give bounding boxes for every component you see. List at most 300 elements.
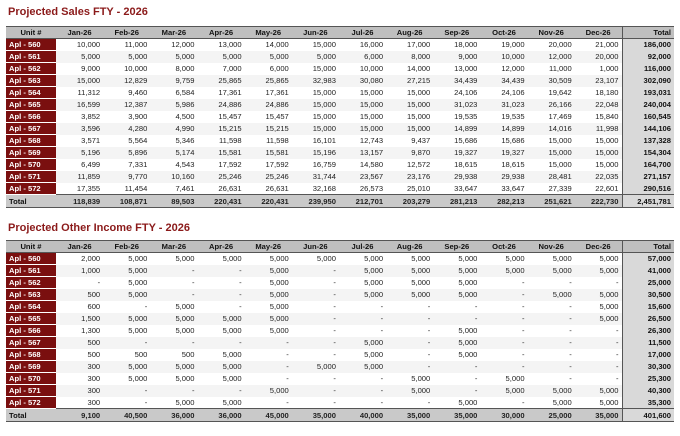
table-cell: -	[150, 337, 197, 349]
column-header: Sep-26	[433, 27, 480, 39]
table-cell: 4,990	[150, 123, 197, 135]
row-total: 160,545	[622, 111, 674, 123]
row-total: 154,304	[622, 147, 674, 159]
column-header: Nov-26	[528, 27, 575, 39]
row-total: 30,300	[622, 361, 674, 373]
table-cell: 11,000	[103, 39, 150, 51]
table-cell: 19,327	[480, 147, 527, 159]
row-total: 17,000	[622, 349, 674, 361]
table-cell: 3,571	[56, 135, 103, 147]
table-cell: 5,000	[245, 265, 292, 277]
table-cell: 15,000	[292, 63, 339, 75]
table-cell: 5,000	[103, 373, 150, 385]
table-cell: 15,000	[386, 111, 433, 123]
row-total: 25,000	[622, 277, 674, 289]
table-cell: 14,000	[386, 63, 433, 75]
table-cell: 3,596	[56, 123, 103, 135]
table-cell: 15,000	[528, 135, 575, 147]
table-cell: 12,743	[339, 135, 386, 147]
table-cell: -	[150, 385, 197, 397]
unit-label: Apl - 565	[6, 99, 56, 111]
table-cell: 4,543	[150, 159, 197, 171]
table-cell: -	[480, 301, 527, 313]
table-row	[6, 99, 674, 111]
table-cell: 5,000	[103, 313, 150, 325]
table-cell: 5,000	[575, 313, 622, 325]
table-cell: 5,000	[433, 265, 480, 277]
table-cell: 5,000	[339, 361, 386, 373]
table-row	[6, 277, 674, 289]
row-total: 137,328	[622, 135, 674, 147]
table-cell: 10,000	[56, 39, 103, 51]
table-cell: 5,000	[386, 289, 433, 301]
table-cell: 30,509	[528, 75, 575, 87]
table-cell: 5,000	[575, 301, 622, 313]
table-cell: -	[480, 277, 527, 289]
column-total: 108,871	[103, 195, 150, 208]
unit-label: Apl - 570	[6, 159, 56, 171]
table-row	[6, 111, 674, 123]
column-total: 40,500	[103, 409, 150, 422]
other-header-row	[6, 241, 674, 253]
table-cell: -	[575, 373, 622, 385]
table-cell: 5,000	[575, 385, 622, 397]
table-row	[6, 325, 674, 337]
table-cell: 13,000	[197, 39, 244, 51]
sales-table	[6, 26, 674, 208]
table-cell: 3,852	[56, 111, 103, 123]
column-total: 9,100	[56, 409, 103, 422]
column-header: May-26	[245, 241, 292, 253]
total-label: Total	[6, 195, 56, 208]
table-cell: 23,567	[339, 171, 386, 183]
table-cell: 16,759	[292, 159, 339, 171]
table-cell: 24,106	[480, 87, 527, 99]
row-total: 57,000	[622, 253, 674, 265]
table-cell: -	[150, 265, 197, 277]
table-cell: 6,000	[339, 51, 386, 63]
table-cell: -	[103, 385, 150, 397]
row-total: 92,000	[622, 51, 674, 63]
table-cell: 15,686	[480, 135, 527, 147]
unit-label: Apl - 568	[6, 135, 56, 147]
row-total: 164,700	[622, 159, 674, 171]
table-cell: 5,000	[339, 337, 386, 349]
table-cell: 17,361	[245, 87, 292, 99]
table-cell: 24,886	[197, 99, 244, 111]
table-cell: -	[292, 349, 339, 361]
table-cell: 20,000	[528, 39, 575, 51]
column-header: Jan-26	[56, 241, 103, 253]
column-total: 220,431	[245, 195, 292, 208]
table-cell: 10,000	[480, 51, 527, 63]
column-total: 30,000	[480, 409, 527, 422]
column-header: Jul-26	[339, 27, 386, 39]
table-row	[6, 337, 674, 349]
table-cell: 15,000	[339, 87, 386, 99]
table-row	[6, 349, 674, 361]
other-income-title: Projected Other Income FTY - 2026	[8, 222, 190, 234]
column-header: Jul-26	[339, 241, 386, 253]
table-cell: 31,023	[433, 99, 480, 111]
table-cell: -	[528, 373, 575, 385]
column-total: 118,839	[56, 195, 103, 208]
table-cell: -	[528, 337, 575, 349]
table-cell: 5,000	[197, 313, 244, 325]
table-cell: 11,998	[575, 123, 622, 135]
table-cell: -	[292, 385, 339, 397]
table-cell: 10,000	[103, 63, 150, 75]
table-cell: 15,000	[528, 147, 575, 159]
table-row	[6, 373, 674, 385]
table-cell: 11,454	[103, 183, 150, 195]
table-cell: -	[480, 313, 527, 325]
table-cell: 15,000	[292, 99, 339, 111]
table-cell: 5,000	[197, 51, 244, 63]
table-cell: 5,000	[386, 373, 433, 385]
unit-label: Apl - 561	[6, 265, 56, 277]
table-cell: -	[103, 397, 150, 409]
unit-label: Apl - 560	[6, 253, 56, 265]
table-cell: 22,035	[575, 171, 622, 183]
column-total: 35,000	[292, 409, 339, 422]
table-cell: 15,215	[197, 123, 244, 135]
column-header: Jun-26	[292, 241, 339, 253]
table-cell: 34,439	[480, 75, 527, 87]
column-header: Dec-26	[575, 241, 622, 253]
table-cell: 17,469	[528, 111, 575, 123]
table-cell: -	[575, 349, 622, 361]
column-header: Oct-26	[480, 241, 527, 253]
table-cell: 15,686	[433, 135, 480, 147]
column-header: Aug-26	[386, 27, 433, 39]
table-cell: 18,615	[433, 159, 480, 171]
table-cell: 5,000	[150, 397, 197, 409]
total-label: Total	[6, 409, 56, 422]
unit-label: Apl - 564	[6, 301, 56, 313]
row-total: 40,300	[622, 385, 674, 397]
table-cell: 300	[56, 385, 103, 397]
table-cell: 23,176	[386, 171, 433, 183]
table-cell: 9,870	[386, 147, 433, 159]
sales-total-row	[6, 195, 674, 208]
table-row	[6, 123, 674, 135]
table-cell: 5,000	[339, 265, 386, 277]
table-row	[6, 147, 674, 159]
grand-total: 2,451,781	[622, 195, 674, 208]
table-cell: 5,000	[150, 253, 197, 265]
table-cell: -	[197, 277, 244, 289]
table-cell: -	[292, 289, 339, 301]
column-header: Jan-26	[56, 27, 103, 39]
table-cell: 12,829	[103, 75, 150, 87]
table-cell: -	[575, 361, 622, 373]
table-cell: 31,744	[292, 171, 339, 183]
table-cell: -	[292, 337, 339, 349]
table-cell: 14,016	[528, 123, 575, 135]
table-cell: 5,000	[245, 325, 292, 337]
table-cell: -	[197, 301, 244, 313]
table-cell: 5,564	[103, 135, 150, 147]
table-cell: 5,000	[480, 265, 527, 277]
table-cell: 15,000	[386, 87, 433, 99]
table-cell: -	[480, 337, 527, 349]
table-row	[6, 313, 674, 325]
unit-label: Apl - 563	[6, 75, 56, 87]
table-cell: -	[292, 373, 339, 385]
table-cell: -	[386, 361, 433, 373]
table-cell: 5,000	[528, 253, 575, 265]
table-cell: 30,080	[339, 75, 386, 87]
table-cell: -	[386, 337, 433, 349]
table-cell: 16,599	[56, 99, 103, 111]
table-cell: 5,000	[56, 51, 103, 63]
table-cell: 7,461	[150, 183, 197, 195]
table-cell: 26,631	[245, 183, 292, 195]
table-cell: -	[575, 325, 622, 337]
table-cell: -	[103, 301, 150, 313]
table-cell: 29,938	[480, 171, 527, 183]
unit-label: Apl - 562	[6, 63, 56, 75]
table-cell: 5,000	[103, 51, 150, 63]
column-total: 282,213	[480, 195, 527, 208]
table-cell: 5,000	[480, 373, 527, 385]
column-total: 25,000	[528, 409, 575, 422]
table-cell: 12,000	[528, 51, 575, 63]
table-cell: 12,000	[480, 63, 527, 75]
table-cell: 500	[103, 349, 150, 361]
table-cell: -	[386, 397, 433, 409]
table-cell: 500	[150, 349, 197, 361]
table-cell: 600	[56, 301, 103, 313]
unit-label: Apl - 571	[6, 385, 56, 397]
table-cell: 5,000	[292, 253, 339, 265]
table-cell: 5,896	[103, 147, 150, 159]
table-cell: 15,000	[575, 159, 622, 171]
column-total: 251,621	[528, 195, 575, 208]
column-header: Total	[622, 241, 674, 253]
unit-label: Apl - 569	[6, 147, 56, 159]
table-row	[6, 87, 674, 99]
table-cell: 5,196	[56, 147, 103, 159]
row-total: 25,300	[622, 373, 674, 385]
column-total: 45,000	[245, 409, 292, 422]
table-cell: 7,331	[103, 159, 150, 171]
unit-label: Apl - 572	[6, 397, 56, 409]
table-cell: 5,174	[150, 147, 197, 159]
table-cell: 15,215	[245, 123, 292, 135]
table-cell: 32,168	[292, 183, 339, 195]
table-cell: -	[292, 265, 339, 277]
table-cell: 18,180	[575, 87, 622, 99]
sales-header-row	[6, 27, 674, 39]
table-cell: 6,000	[245, 63, 292, 75]
table-cell: 14,899	[480, 123, 527, 135]
column-total: 35,000	[575, 409, 622, 422]
table-cell: 5,346	[150, 135, 197, 147]
row-total: 41,000	[622, 265, 674, 277]
table-cell: 8,000	[150, 63, 197, 75]
table-cell: 5,000	[386, 277, 433, 289]
table-cell: -	[386, 325, 433, 337]
table-cell: 5,000	[575, 265, 622, 277]
table-cell: 25,865	[197, 75, 244, 87]
table-cell: -	[575, 337, 622, 349]
table-cell: 15,581	[197, 147, 244, 159]
table-cell: 5,000	[433, 349, 480, 361]
table-cell: 11,000	[528, 63, 575, 75]
table-cell: 33,647	[433, 183, 480, 195]
table-cell: 25,246	[197, 171, 244, 183]
unit-label: Apl - 566	[6, 111, 56, 123]
column-header: Mar-26	[150, 241, 197, 253]
column-header: Unit #	[6, 241, 56, 253]
table-cell: 8,000	[386, 51, 433, 63]
table-cell: 14,899	[433, 123, 480, 135]
row-total: 290,516	[622, 183, 674, 195]
column-header: Unit #	[6, 27, 56, 39]
table-cell: -	[433, 361, 480, 373]
table-row	[6, 253, 674, 265]
column-total: 281,213	[433, 195, 480, 208]
table-cell: 1,000	[575, 63, 622, 75]
table-cell: 1,000	[56, 265, 103, 277]
table-row	[6, 39, 674, 51]
table-cell: 34,439	[433, 75, 480, 87]
table-cell: 5,000	[197, 253, 244, 265]
unit-label: Apl - 563	[6, 289, 56, 301]
other-total-row	[6, 409, 674, 422]
table-cell: 300	[56, 373, 103, 385]
column-header: Sep-26	[433, 241, 480, 253]
row-total: 11,500	[622, 337, 674, 349]
table-row	[6, 171, 674, 183]
table-cell: -	[339, 373, 386, 385]
table-cell: 19,535	[433, 111, 480, 123]
table-cell: 11,598	[197, 135, 244, 147]
table-cell: 5,000	[575, 253, 622, 265]
table-cell: 7,000	[197, 63, 244, 75]
table-cell: 5,986	[150, 99, 197, 111]
table-cell: 5,000	[103, 325, 150, 337]
table-cell: 5,000	[433, 337, 480, 349]
table-row	[6, 135, 674, 147]
table-cell: 26,166	[528, 99, 575, 111]
table-cell: 5,000	[575, 397, 622, 409]
table-row	[6, 301, 674, 313]
table-cell: -	[339, 385, 386, 397]
table-cell: -	[528, 349, 575, 361]
table-cell: 5,000	[150, 301, 197, 313]
row-total: 240,004	[622, 99, 674, 111]
table-cell: 12,000	[150, 39, 197, 51]
table-cell: 16,000	[339, 39, 386, 51]
table-cell: -	[480, 325, 527, 337]
table-cell: -	[292, 313, 339, 325]
table-cell: 15,000	[339, 99, 386, 111]
table-cell: 19,000	[480, 39, 527, 51]
table-cell: -	[245, 337, 292, 349]
table-cell: 12,572	[386, 159, 433, 171]
column-header: Feb-26	[103, 241, 150, 253]
table-cell: -	[480, 361, 527, 373]
grand-total: 401,600	[622, 409, 674, 422]
table-cell: 5,000	[103, 265, 150, 277]
table-cell: 17,000	[386, 39, 433, 51]
row-total: 15,600	[622, 301, 674, 313]
table-cell: 25,010	[386, 183, 433, 195]
table-cell: -	[339, 301, 386, 313]
table-cell: -	[575, 277, 622, 289]
table-cell: 26,573	[339, 183, 386, 195]
table-cell: 10,160	[150, 171, 197, 183]
table-row	[6, 63, 674, 75]
table-cell: -	[433, 373, 480, 385]
table-cell: 5,000	[150, 325, 197, 337]
table-cell: 2,000	[56, 253, 103, 265]
table-cell: 5,000	[480, 385, 527, 397]
table-cell: 15,000	[386, 99, 433, 111]
table-cell: 17,592	[197, 159, 244, 171]
row-total: 35,300	[622, 397, 674, 409]
table-cell: 22,048	[575, 99, 622, 111]
column-header: Apr-26	[197, 241, 244, 253]
table-cell: 19,535	[480, 111, 527, 123]
row-total: 271,157	[622, 171, 674, 183]
table-cell: 9,000	[56, 63, 103, 75]
table-cell: 500	[56, 337, 103, 349]
table-cell: 1,300	[56, 325, 103, 337]
unit-label: Apl - 560	[6, 39, 56, 51]
table-cell: 15,581	[245, 147, 292, 159]
table-cell: 29,938	[433, 171, 480, 183]
row-total: 186,000	[622, 39, 674, 51]
table-cell: 13,157	[339, 147, 386, 159]
table-cell: 5,000	[339, 349, 386, 361]
table-cell: 15,000	[292, 87, 339, 99]
unit-label: Apl - 569	[6, 361, 56, 373]
table-cell: 5,000	[528, 385, 575, 397]
table-cell: 5,000	[150, 313, 197, 325]
unit-label: Apl - 572	[6, 183, 56, 195]
table-cell: 5,000	[197, 361, 244, 373]
table-cell: 5,000	[197, 325, 244, 337]
other-income-table	[6, 240, 674, 422]
table-cell: 5,000	[292, 361, 339, 373]
table-cell: 27,339	[528, 183, 575, 195]
table-cell: 14,000	[245, 39, 292, 51]
table-cell: -	[528, 301, 575, 313]
table-cell: 5,000	[386, 253, 433, 265]
table-cell: 22,601	[575, 183, 622, 195]
unit-label: Apl - 570	[6, 373, 56, 385]
table-cell: -	[292, 277, 339, 289]
table-cell: 5,000	[433, 277, 480, 289]
column-total: 35,000	[433, 409, 480, 422]
table-cell: 5,000	[103, 289, 150, 301]
table-cell: 19,642	[528, 87, 575, 99]
unit-label: Apl - 571	[6, 171, 56, 183]
table-cell: 15,000	[386, 123, 433, 135]
table-cell: 5,000	[197, 397, 244, 409]
table-cell: 5,000	[433, 325, 480, 337]
table-cell: 5,000	[245, 385, 292, 397]
row-total: 26,500	[622, 313, 674, 325]
table-cell: 33,647	[480, 183, 527, 195]
table-cell: 5,000	[103, 361, 150, 373]
table-cell: -	[528, 361, 575, 373]
table-cell: 6,499	[56, 159, 103, 171]
